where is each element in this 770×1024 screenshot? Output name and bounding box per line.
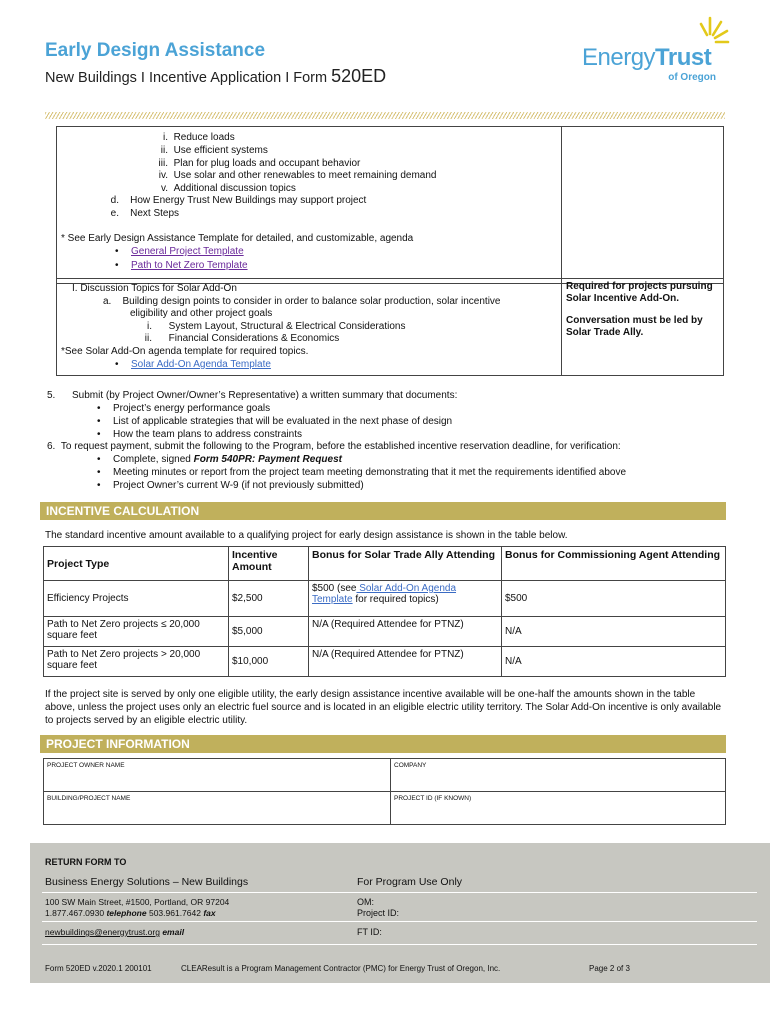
- agenda-item: i. Reduce loads: [163, 132, 235, 143]
- agenda-letter-item: e. Next Steps: [110, 208, 180, 219]
- project-id-label: Project ID:: [357, 908, 400, 918]
- cell-cx: N/A: [502, 617, 726, 647]
- solar-link-item: [131, 359, 271, 370]
- template-link-item: [131, 246, 244, 257]
- agenda-item: iii. Plan for plug loads and occupant behavior: [158, 158, 361, 169]
- program-use-label: For Program Use Only: [357, 876, 463, 888]
- incentive-table: [43, 546, 726, 677]
- incentive-note: If the project site is served by only one eligible utility, the early design assistance incentive available will be one-half the amounts shown in the table above, unless the project uses only an electric fuel source and is located in an eligible electric utility territory. The Solar Add-On incentive is only available to projects served by an eligible electric utility.: [45, 689, 722, 726]
- cell-amount: $10,000: [229, 647, 309, 677]
- step-6-bullet: Complete, signed Form 540PR: Payment Request: [113, 454, 342, 465]
- step-5-bullet: How the team plans to address constraints: [113, 429, 302, 440]
- step-5-bullet: Project’s energy performance goals: [113, 403, 271, 414]
- return-form-label: RETURN FORM TO: [45, 857, 127, 867]
- cell-type: Path to Net Zero projects > 20,000 square feet: [44, 647, 229, 677]
- footer-disclaimer: CLEAResult is a Program Management Contractor (PMC) for Energy Trust of Oregon, Inc.: [181, 964, 501, 973]
- solar-point-a-cont: eligibility and other project goals: [130, 308, 273, 319]
- solar-agenda-link[interactable]: Solar Add-On Agenda Template: [131, 359, 271, 370]
- return-form-footer: [30, 843, 770, 983]
- template-note: * See Early Design Assistance Template for detailed, and customizable, agenda: [61, 233, 414, 244]
- project-id-field[interactable]: PROJECT ID (IF KNOWN): [391, 792, 726, 825]
- cell-type: Path to Net Zero projects ≤ 20,000 square feet: [44, 617, 229, 647]
- energy-trust-logo: [578, 14, 728, 84]
- cell-solar: $500 (see Solar Add-On Agenda Template for required topics): [309, 581, 502, 617]
- building-name-field[interactable]: BUILDING/PROJECT NAME: [44, 792, 391, 825]
- solar-sub-item: i. System Layout, Structural & Electrical Considerations: [147, 321, 406, 332]
- table-row: [44, 581, 726, 617]
- header-divider: [45, 112, 725, 119]
- col-cx-bonus: Bonus for Commissioning Agent Attending: [502, 547, 726, 581]
- cell-cx: $500: [502, 581, 726, 617]
- email-link[interactable]: newbuildings@energytrust.org: [45, 927, 160, 937]
- page-subtitle: [45, 66, 386, 87]
- footer-address: 100 SW Main Street, #1500, Portland, OR 97204: [45, 897, 230, 907]
- solar-sub-item: ii. Financial Considerations & Economics: [144, 333, 340, 344]
- footer-email: newbuildings@energytrust.org email: [45, 927, 185, 937]
- solar-required-note: Required for projects pursuing Solar Incentive Add-On.: [566, 281, 713, 304]
- page-title: Early Design Assistance: [45, 40, 266, 61]
- cell-amount: $2,500: [229, 581, 309, 617]
- cell-type: Efficiency Projects: [44, 581, 229, 617]
- subtitle-text: New Buildings I Incentive Application I Form: [45, 70, 332, 86]
- incentive-section-header: INCENTIVE CALCULATION: [40, 502, 726, 520]
- step-5-bullet: List of applicable strategies that will be evaluated in the next phase of design: [113, 416, 453, 427]
- incentive-intro: The standard incentive amount available to a qualifying project for early design assistance is shown in the table below.: [45, 530, 568, 541]
- project-info-table: [43, 758, 726, 825]
- page-number: Page 2 of 3: [589, 964, 630, 973]
- step-6-bullet: Project Owner’s current W-9 (if not previously submitted): [113, 480, 364, 491]
- agenda-item: ii. Use efficient systems: [160, 145, 268, 156]
- footer-divider: [42, 944, 757, 945]
- form-version: Form 520ED v.2020.1 200101: [45, 964, 152, 973]
- col-incentive-amount: Incentive Amount: [229, 547, 309, 581]
- ft-id-label: FT ID:: [357, 927, 382, 937]
- footer-divider: [42, 892, 757, 893]
- general-template-link[interactable]: General Project Template: [131, 246, 244, 257]
- logo-subtext: of Oregon: [668, 72, 716, 83]
- cell-solar: N/A (Required Attendee for PTNZ): [309, 617, 502, 647]
- cell-cx: N/A: [502, 647, 726, 677]
- solar-topic: I. Discussion Topics for Solar Add-On: [72, 283, 237, 294]
- table-header-row: [44, 547, 726, 581]
- form-number: 520ED: [331, 66, 387, 86]
- table-row: [44, 617, 726, 647]
- ptnz-template-link[interactable]: Path to Net Zero Template: [131, 260, 248, 271]
- step-5: 5. Submit (by Project Owner/Owner’s Representative) a written summary that documents:: [47, 390, 458, 401]
- sunburst-icon: [690, 14, 730, 48]
- agenda-item: v. Additional discussion topics: [160, 183, 296, 194]
- project-owner-field[interactable]: PROJECT OWNER NAME: [44, 759, 391, 792]
- table-row: [44, 647, 726, 677]
- cell-amount: $5,000: [229, 617, 309, 647]
- om-label: OM:: [357, 897, 374, 907]
- solar-point-a: a. Building design points to consider in order to balance solar production, solar incentive: [103, 296, 501, 307]
- project-info-section-header: PROJECT INFORMATION: [40, 735, 726, 753]
- footer-divider: [42, 921, 757, 922]
- solar-see-note: *See Solar Add-On agenda template for required topics.: [61, 346, 309, 357]
- solar-agenda-table-link[interactable]: Solar Add-On Agenda Template: [312, 583, 457, 605]
- company-field[interactable]: COMPANY: [391, 759, 726, 792]
- step-6: 6. To request payment, submit the following to the Program, before the established incentive reservation deadline, for verification:: [47, 441, 621, 452]
- footer-phone: 1.877.467.0930 telephone 503.961.7642 fax: [45, 908, 216, 918]
- col-solar-bonus: Bonus for Solar Trade Ally Attending: [309, 547, 502, 581]
- col-project-type: Project Type: [44, 547, 229, 581]
- footer-org: Business Energy Solutions – New Buildings: [45, 876, 249, 888]
- logo-wordmark: EnergyTrust: [582, 44, 712, 71]
- step-6-bullet: Meeting minutes or report from the project team meeting demonstrating that it met the requirements identified above: [113, 467, 627, 478]
- solar-trade-ally-note: Conversation must be led by Solar Trade Ally.: [566, 315, 703, 338]
- template-link-item: [131, 260, 248, 271]
- cell-solar: N/A (Required Attendee for PTNZ): [309, 647, 502, 677]
- agenda-item: iv. Use solar and other renewables to meet remaining demand: [158, 170, 437, 181]
- agenda-letter-item: d. How Energy Trust New Buildings may support project: [110, 195, 367, 206]
